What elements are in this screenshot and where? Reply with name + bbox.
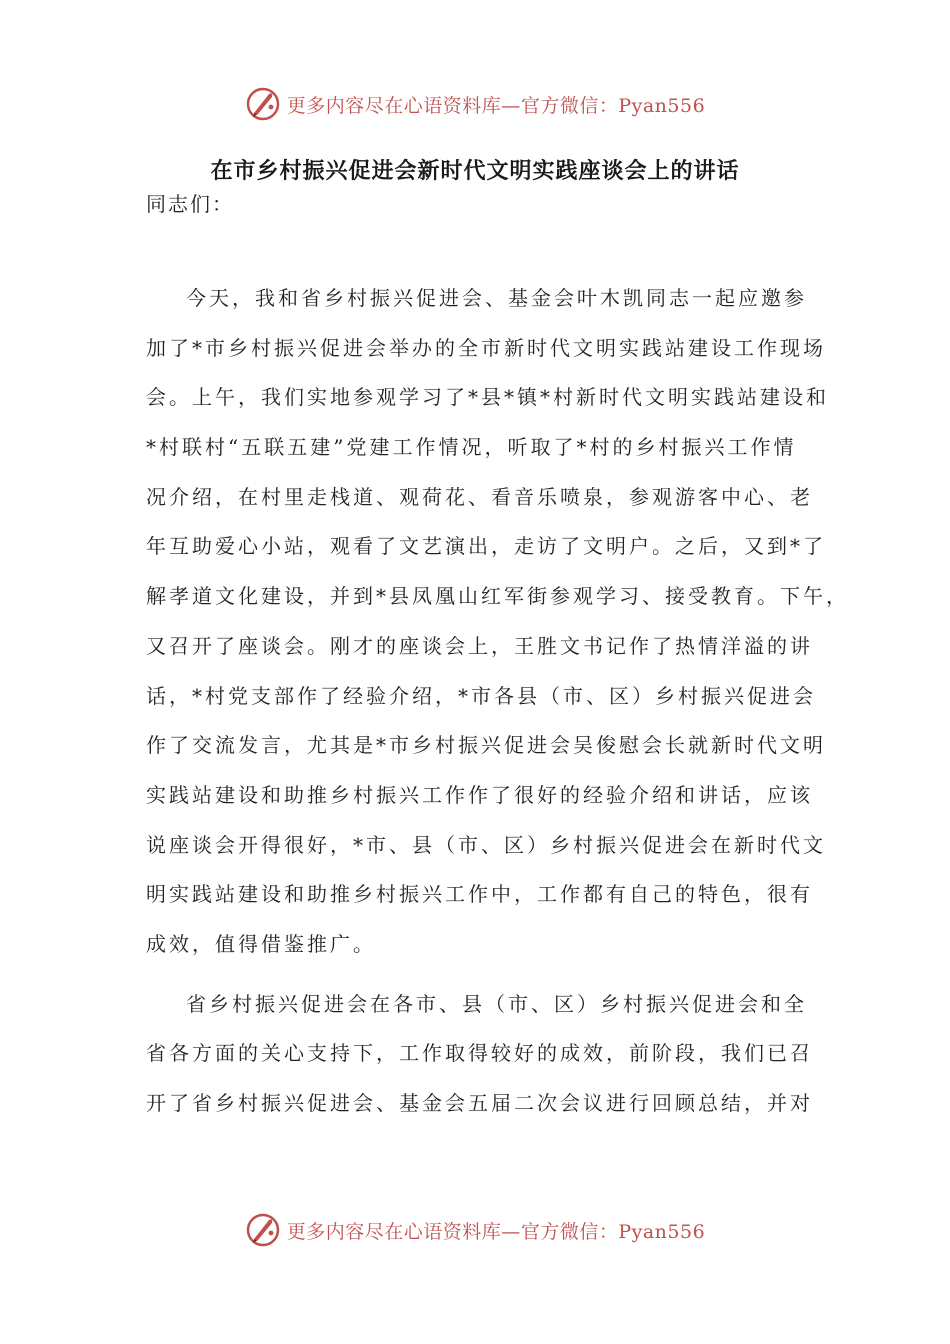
text-line: 省乡村振兴促进会在各市、县（市、区）乡村振兴促进会和全 (186, 991, 807, 1016)
text-line: 说座谈会开得很好，*市、县（市、区）乡村振兴促进会在新时代文 (146, 832, 826, 857)
banner-text: 更多内容尽在心语资料库—官方微信：Pyan556 (286, 94, 706, 117)
text-line: 作了交流发言，尤其是*市乡村振兴促进会吴俊慰会长就新时代文明 (146, 733, 826, 758)
paragraph-gap (146, 970, 818, 980)
text-line: 又召开了座谈会。刚才的座谈会上，王胜文书记作了热情洋溢的讲 (146, 633, 813, 658)
document-body (146, 274, 849, 1129)
banner-text: 更多内容尽在心语资料库—官方微信：Pyan556 (286, 1220, 706, 1243)
quill-logo-icon (245, 1212, 281, 1248)
header-watermark-banner (0, 84, 950, 124)
text-line: 开了省乡村振兴促进会、基金会五届二次会议进行回顾总结，并对 (146, 1091, 813, 1115)
text-line: 今天，我和省乡村振兴促进会、基金会叶木凯同志一起应邀参 (186, 286, 807, 310)
text-line: *村联村“五联五建”党建工作情况，听取了*村的乡村振兴工作情 (146, 435, 797, 460)
text-line: 实践站建设和助推乡村振兴工作作了很好的经验介绍和讲话，应该 (146, 782, 813, 807)
text-line: 话，*村党支部作了经验介绍，*市各县（市、区）乡村振兴促进会 (146, 683, 816, 708)
paragraph-2 (146, 980, 818, 1129)
text-line: 加了*市乡村振兴促进会举办的全市新时代文明实践站建设工作现场 (146, 335, 826, 360)
text-line: 成效，值得借鉴推广。 (146, 931, 376, 956)
paragraph-1 (146, 274, 849, 970)
text-line: 解孝道文化建设，并到*县凤凰山红军街参观学习、接受教育。下午， (146, 584, 849, 609)
text-line: 况介绍，在村里走栈道、观荷花、看音乐喷泉，参观游客中心、老 (146, 484, 813, 509)
salutation: 同志们： (146, 192, 234, 216)
text-line: 年互助爱心小站，观看了文艺演出，走访了文明户。之后，又到*了 (146, 534, 826, 559)
text-line: 明实践站建设和助推乡村振兴工作中，工作都有自己的特色，很有 (146, 882, 813, 907)
quill-logo-icon (245, 86, 281, 122)
document-title: 在市乡村振兴促进会新时代文明实践座谈会上的讲话 (210, 159, 740, 184)
text-line: 省各方面的关心支持下，工作取得较好的成效，前阶段，我们已召 (146, 1041, 813, 1066)
footer-watermark-banner (0, 1210, 950, 1250)
text-line: 会。上午，我们实地参观学习了*县*镇*村新时代文明实践站建设和 (146, 385, 829, 410)
